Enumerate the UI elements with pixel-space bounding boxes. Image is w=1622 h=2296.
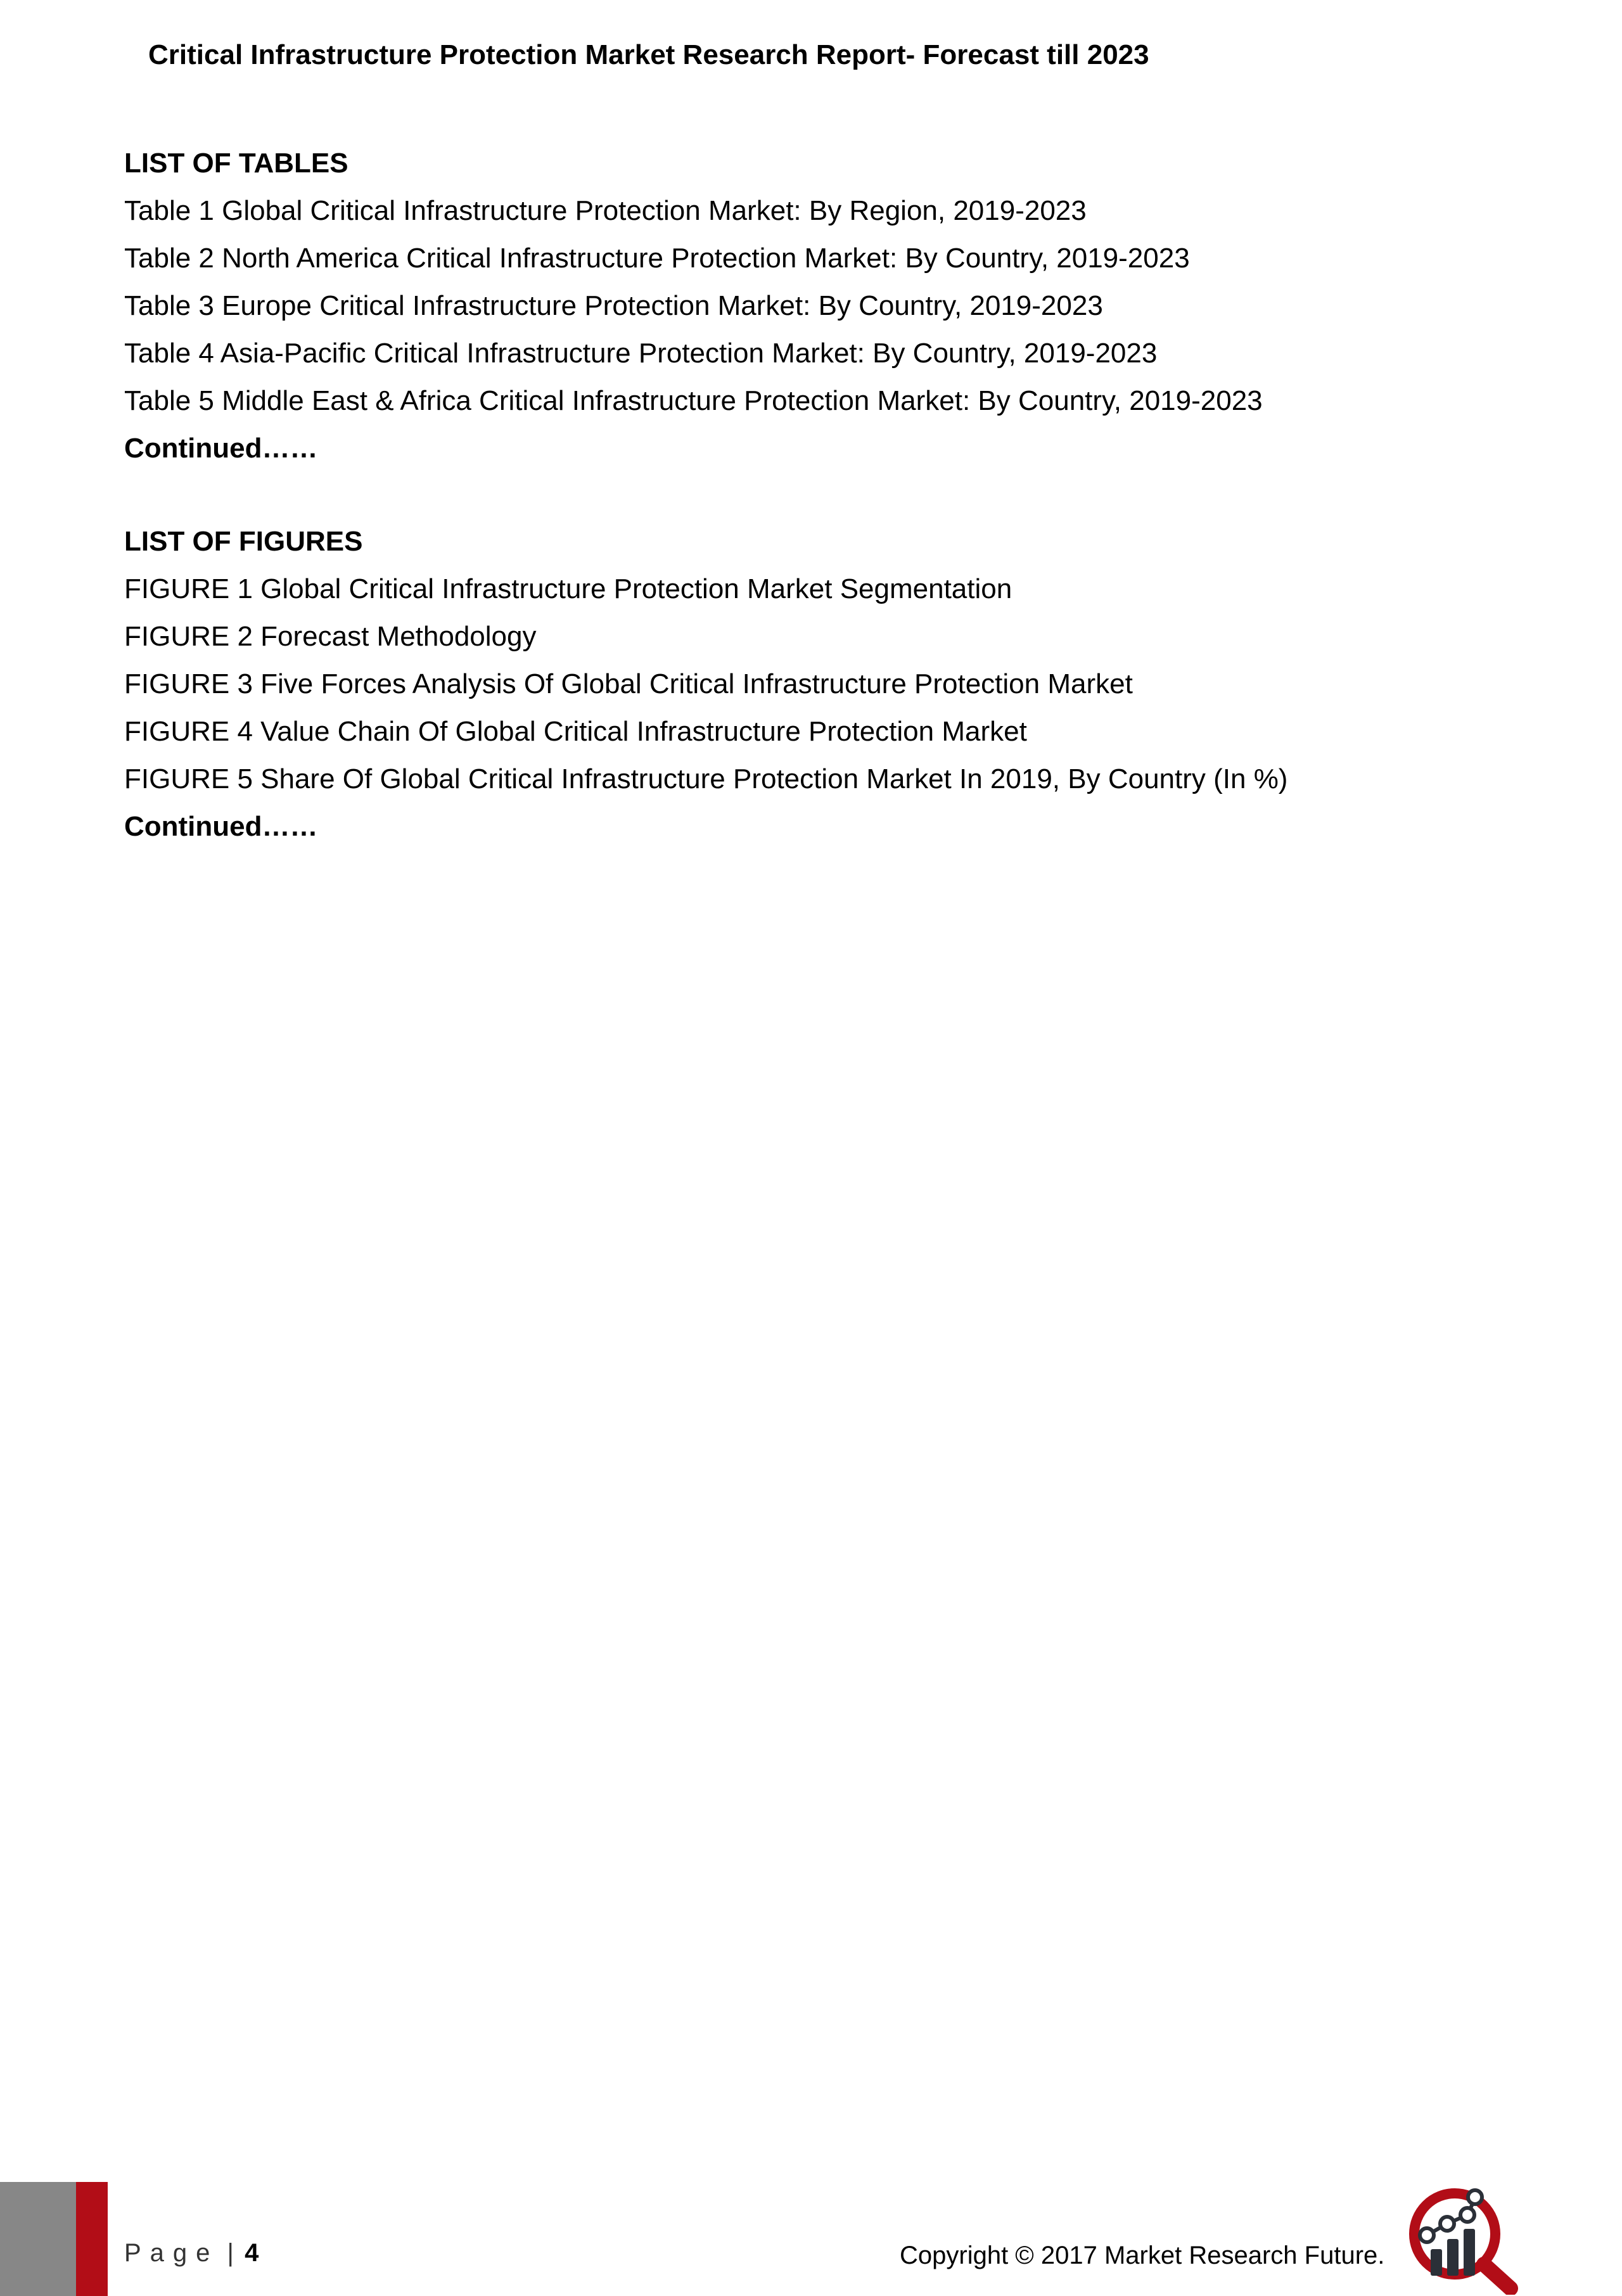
- table-entry: Table 3 Europe Critical Infrastructure Protection Market: By Country, 2019-2023: [124, 290, 1103, 321]
- copyright-notice: Copyright © 2017 Market Research Future.: [900, 2242, 1385, 2269]
- figure-entry: FIGURE 3 Five Forces Analysis Of Global Critical Infrastructure Protection Market: [124, 668, 1133, 699]
- table-entry: Table 4 Asia-Pacific Critical Infrastructure Protection Market: By Country, 2019-2023: [124, 338, 1158, 369]
- list-of-tables: [124, 139, 1263, 472]
- page-number-value: 4: [245, 2239, 259, 2267]
- figures-continued: Continued……: [124, 811, 318, 842]
- list-of-figures-heading: LIST OF FIGURES: [124, 526, 363, 557]
- figures-list: [124, 565, 1287, 803]
- figure-entry: FIGURE 1 Global Critical Infrastructure Protection Market Segmentation: [124, 573, 1012, 604]
- figure-entry: FIGURE 2 Forecast Methodology: [124, 621, 537, 652]
- figure-entry: FIGURE 5 Share Of Global Critical Infrastructure Protection Market In 2019, By Country (In %): [124, 763, 1288, 794]
- figure-entry: FIGURE 4 Value Chain Of Global Critical Infrastructure Protection Market: [124, 716, 1027, 747]
- page-number: [124, 2238, 259, 2268]
- table-entry: Table 5 Middle East & Africa Critical Infrastructure Protection Market: By Country, 2019-2023: [124, 385, 1263, 416]
- footer-grey-bar: [0, 2182, 76, 2296]
- report-title: Critical Infrastructure Protection Market Research Report- Forecast till 2023: [148, 39, 1149, 70]
- footer-red-bar: [76, 2182, 108, 2296]
- table-entry: Table 1 Global Critical Infrastructure Protection Market: By Region, 2019-2023: [124, 195, 1087, 226]
- list-of-figures: [124, 518, 1287, 850]
- tables-continued: Continued……: [124, 433, 318, 464]
- page-label: Page: [124, 2239, 219, 2267]
- market-research-future-logo-icon: [1402, 2183, 1528, 2295]
- table-entry: Table 2 North America Critical Infrastructure Protection Market: By Country, 2019-2023: [124, 243, 1190, 274]
- tables-list: [124, 187, 1263, 424]
- page-separator: |: [227, 2239, 234, 2267]
- list-of-tables-heading: LIST OF TABLES: [124, 148, 348, 179]
